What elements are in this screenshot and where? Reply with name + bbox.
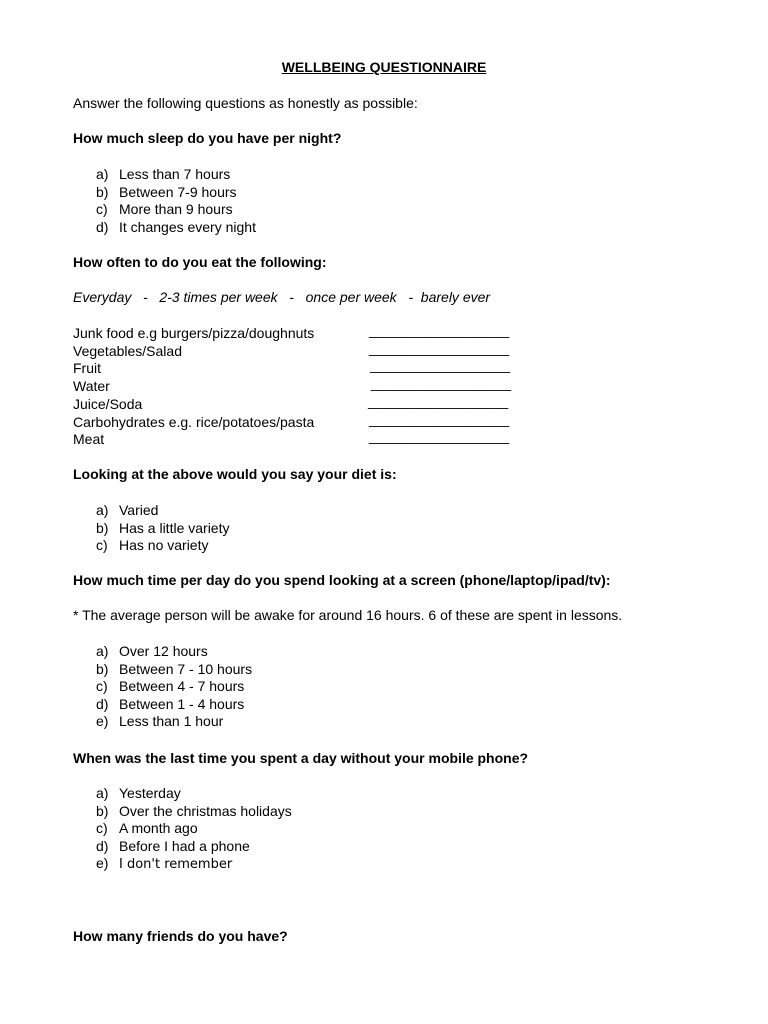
screen-time-note: * The average person will be awake for around 16 hours. 6 of these are spent in lessons.	[73, 607, 623, 623]
option-item[interactable]	[96, 502, 229, 520]
answer-blank-line[interactable]: __________________	[370, 357, 511, 373]
option-letter: a)	[96, 785, 109, 801]
option-text: Less than 1 hour	[119, 713, 224, 730]
option-letter: a)	[96, 643, 109, 659]
option-letter: d)	[96, 218, 109, 235]
option-text: Varied	[119, 502, 159, 518]
option-item[interactable]	[96, 520, 229, 538]
option-text: Yesterday	[119, 785, 181, 801]
intro-text: Answer the following questions as honestly as possible:	[73, 95, 418, 111]
option-text: A month ago	[119, 820, 198, 837]
food-item-label: Juice/Soda	[73, 396, 143, 412]
option-letter: d)	[96, 837, 109, 854]
option-item[interactable]	[96, 201, 256, 219]
option-item[interactable]	[96, 537, 229, 555]
option-letter: c)	[96, 678, 108, 695]
option-item[interactable]	[96, 838, 292, 856]
answer-blank-line[interactable]: __________________	[368, 393, 509, 409]
option-letter: e)	[96, 855, 109, 872]
option-item[interactable]	[96, 184, 256, 202]
option-letter: c)	[96, 201, 108, 218]
option-text: Has no variety	[119, 537, 209, 554]
phone-free-options	[96, 785, 292, 874]
screen-time-options	[96, 643, 252, 731]
page-title: WELLBEING QUESTIONNAIRE	[281, 59, 487, 75]
option-item[interactable]	[96, 661, 252, 679]
food-item-label: Meat	[73, 431, 105, 447]
option-text: Before I had a phone	[119, 837, 250, 854]
option-item[interactable]	[96, 820, 292, 838]
option-letter: b)	[96, 660, 109, 677]
frequency-scale: Everyday - 2-3 times per week - once per week - barely ever	[73, 289, 491, 305]
option-text: Over 12 hours	[119, 643, 208, 659]
option-text: Has a little variety	[119, 519, 230, 536]
option-letter: a)	[96, 166, 109, 182]
option-item[interactable]	[96, 855, 292, 874]
food-item-label: Junk food e.g burgers/pizza/doughnuts	[73, 325, 315, 341]
answer-blank-line[interactable]: __________________	[369, 340, 510, 356]
question-diet: Looking at the above would you say your diet is:	[73, 466, 397, 482]
option-item[interactable]	[96, 643, 252, 661]
food-item-label: Carbohydrates e.g. rice/potatoes/pasta	[73, 414, 315, 430]
option-item[interactable]	[96, 696, 252, 714]
option-letter: c)	[96, 820, 108, 837]
option-letter: b)	[96, 802, 109, 819]
option-item[interactable]	[96, 678, 252, 696]
option-text: I don't remember	[119, 857, 233, 873]
question-sleep: How much sleep do you have per night?	[73, 130, 342, 146]
option-item[interactable]	[96, 166, 256, 184]
answer-blank-line[interactable]: __________________	[369, 322, 510, 338]
option-letter: d)	[96, 695, 109, 712]
option-item[interactable]	[96, 219, 256, 237]
answer-blank-line[interactable]: __________________	[371, 375, 512, 391]
question-friends: How many friends do you have?	[73, 928, 288, 944]
question-eating-frequency: How often to do you eat the following:	[73, 254, 327, 270]
option-text: Between 7-9 hours	[119, 183, 237, 200]
option-item[interactable]	[96, 803, 292, 821]
option-text: Between 1 - 4 hours	[119, 695, 245, 712]
option-text: Over the christmas holidays	[119, 802, 292, 819]
option-letter: e)	[96, 713, 109, 730]
option-letter: b)	[96, 183, 109, 200]
food-item-label: Vegetables/Salad	[73, 343, 182, 359]
option-text: It changes every night	[119, 218, 256, 235]
food-item-label: Water	[73, 378, 110, 394]
option-letter: b)	[96, 519, 109, 536]
question-screen-time: How much time per day do you spend looking at a screen (phone/laptop/ipad/tv):	[73, 572, 611, 588]
option-item[interactable]	[96, 713, 252, 731]
answer-blank-line[interactable]: __________________	[369, 411, 510, 427]
sleep-options	[96, 166, 256, 236]
option-text: Between 4 - 7 hours	[119, 678, 245, 695]
diet-options	[96, 502, 229, 555]
answer-blank-line[interactable]: __________________	[369, 428, 510, 444]
option-text: More than 9 hours	[119, 201, 233, 218]
option-letter: c)	[96, 537, 108, 554]
option-text: Between 7 - 10 hours	[119, 660, 253, 677]
option-letter: a)	[96, 502, 109, 518]
option-item[interactable]	[96, 785, 292, 803]
question-phone-free-day: When was the last time you spent a day without your mobile phone?	[73, 750, 529, 766]
food-item-label: Fruit	[73, 360, 101, 376]
option-text: Less than 7 hours	[119, 166, 231, 182]
